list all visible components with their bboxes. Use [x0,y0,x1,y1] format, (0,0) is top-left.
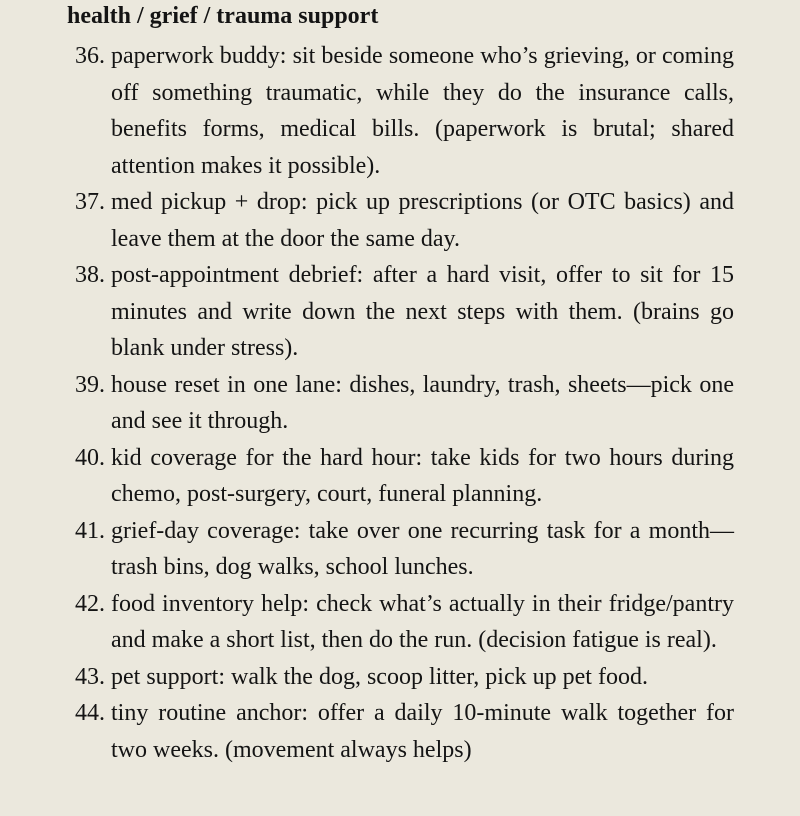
list-item-36 [67,38,734,184]
list-item-39 [67,367,734,440]
item-text: tiny routine anchor: offer a daily 10-minute walk together for two weeks. (movement always helps) [111,700,734,763]
item-number: 44. [75,700,105,726]
section-title: health / grief / trauma support [67,3,379,29]
item-text: grief-day coverage: take over one recurring task for a month—trash bins, dog walks, school lunches. [111,517,734,580]
item-text: med pickup + drop: pick up prescriptions (or OTC basics) and leave them at the door the same day. [111,189,734,252]
list-item-37 [67,184,734,257]
item-text: food inventory help: check what’s actually in their fridge/pantry and make a short list, then do the run. (decision fatigue is real). [111,590,734,653]
item-number: 41. [75,517,105,544]
item-number: 38. [75,262,105,288]
item-number: 42. [75,590,105,617]
item-number: 40. [75,444,105,471]
list-item-38 [67,257,734,367]
item-number: 37. [75,189,105,215]
item-text: paperwork buddy: sit beside someone who’s grieving, or coming off something traumatic, while they do the insurance calls, benefits forms, medical bills. (paperwork is brutal; shared attention makes it possible). [111,43,734,179]
item-text: pet support: walk the dog, scoop litter, pick up pet food. [111,663,648,690]
list-item-40 [67,440,734,513]
item-number: 39. [75,371,105,398]
list-item-43 [67,659,734,696]
list-item-44 [67,695,734,768]
support-list [67,38,734,768]
item-number: 36. [75,43,105,69]
list-item-41 [67,513,734,586]
item-text: kid coverage for the hard hour: take kids for two hours during chemo, post-surgery, court, funeral planning. [111,444,734,507]
item-text: post-appointment debrief: after a hard visit, offer to sit for 15 minutes and write down the next steps with them. (brains go blank under stress). [111,262,734,361]
list-item-42 [67,586,734,659]
item-number: 43. [75,663,105,690]
item-text: house reset in one lane: dishes, laundry, trash, sheets—pick one and see it through. [111,371,734,434]
